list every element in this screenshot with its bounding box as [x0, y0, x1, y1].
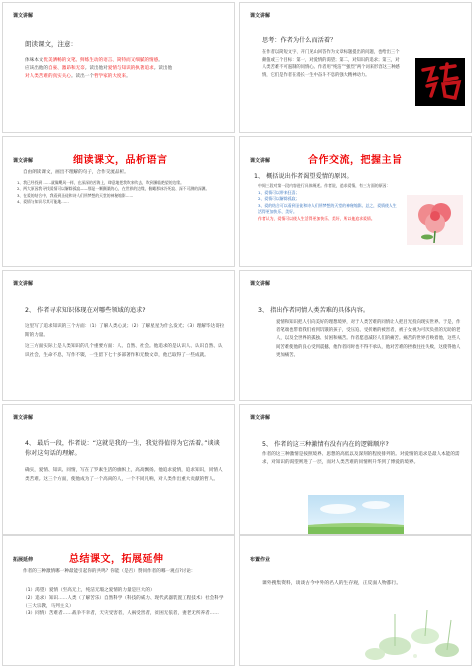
- slide-question: 1、 概括说出作者渴望爱情的原因。: [254, 173, 353, 180]
- list-item: （3）同情）苦难者……战争不幸者，天灾受害者，人祸受害者，贫困无依者，妻老无所养者……: [23, 611, 219, 617]
- meadow-image: [308, 495, 404, 535]
- slide-question: 4、 最后一段，作者说：“这就是我的一生，我觉得值得为它活着。”谈谈你对这句话的理解。: [25, 440, 220, 457]
- slide-title: 合作交流，把握主旨: [308, 155, 403, 166]
- point-list: [23, 587, 228, 618]
- slide-tag: 课文讲解: [13, 281, 34, 287]
- lotus-icon: [355, 606, 465, 662]
- slide-10[interactable]: [239, 535, 472, 666]
- slide-tag: 课文讲解: [13, 158, 34, 164]
- list-item: 4、爱情与知识尽其可能地……: [17, 198, 69, 204]
- calligraphy-icon: [415, 58, 465, 106]
- slide-7[interactable]: [2, 404, 235, 535]
- slide-tag: 课文讲解: [250, 415, 271, 421]
- slide-3[interactable]: [2, 136, 235, 267]
- slide-question: 3、 指出作者同情人类苦难的具体内容。: [258, 307, 370, 314]
- slide-question: 思考：作者为什么而活着？: [262, 37, 337, 44]
- slide-body: 中间三段对第一段内容进行具体阐述。作者说，追求爱情，有三方面的原因： 1、爱情可以带来狂喜； 2、爱情可以解除孤寂； 3、爱的结合可以看到圣徒和诗人们所梦想的天堂的神秘缩影。总之，爱情使人生活得更加快乐、美好。 作者认为，爱情可以使人生活得更加快乐、美好，所以他追求爱情。: [258, 183, 397, 221]
- slide-body: 课外搜集资料，谈谈古今中外的名人的生存观，正反面人物都行。: [262, 581, 402, 586]
- list-item: 1、我已经找到 ……就像飓风一样，在深深的苦海上，肆意地把我吹来吹去，吹到濒临绝望的边缘。: [17, 180, 184, 185]
- list-item: （1）渴望）爱情（至高无上，纯洁无瑕之爱情的力量是巨大的）: [23, 588, 155, 593]
- slide-tag: 课文讲解: [13, 13, 34, 19]
- slide-tag: 课文讲解: [13, 415, 34, 421]
- list-item: 2、两大原因我寻找爱情可以解除孤寂——那是一颗颤栗的心，在世界的边缘，俯瞰那冰冷死寂、深不可测的深渊。: [17, 186, 210, 192]
- slide-body: 确实，爱情、知识、同情，写在了罗素生活的旗帜上，高高飘扬。他追求爱情，追求知识，同情人类苦难。这三个方面，使他成为了一个高尚的人，一个不同凡响，对人类作出重大贡献的哲人。: [25, 468, 223, 482]
- slide-intro: 自由朗读课文，画出不理解的句子，合作交流品析。: [23, 170, 129, 175]
- calligraphy-image: [415, 58, 465, 106]
- meadow-icon: [308, 495, 404, 535]
- slide-tag: 课文讲解: [250, 158, 271, 164]
- slide-question: 5、 作者的这三种激情有没有内在的逻辑顺序?: [262, 441, 389, 448]
- slide-5[interactable]: [2, 270, 235, 401]
- list-item: （2）追求）知识……人类（了解苦乐）自然科学（科技的威力、现代武器装置工程技术）社会科学（三大宗教，马列主义）: [23, 595, 224, 609]
- slide-6[interactable]: [239, 270, 472, 401]
- slide-tag: 布置作业: [250, 557, 271, 563]
- slide-title: 总结课文，拓展延伸: [69, 554, 164, 565]
- slide-body: 爱情和知识把人引向美好的理想境界，对于人类苦难的同情让人把目光投向现实世界。于是，作者笔端也带着我们看到饥饿的孩子，受压迫、受折磨的被害者，被子女视为可厌负担的无助的老人，以及全世界的孤独、贫困和痛苦。作者愿意减轻人们的痛苦。痛苦的世界召唤着他，这些人间苦难使他的良心受到震撼，他作者同时也不得不承认，他对苦难的拯救往往失败，这使得他人更加痛苦。: [276, 320, 461, 358]
- slide-2[interactable]: [239, 2, 472, 133]
- slide-1[interactable]: [2, 2, 235, 133]
- slide-tag: 拓展延伸: [13, 557, 34, 563]
- slide-intro: 作者的三种激情哪一种最能引起你的共鸣？你能（是否）赞同作者的哪一观点?讨论：: [23, 569, 196, 574]
- phrase-list: [17, 180, 229, 205]
- slide-body: 这里写了追求知识的三个方面：（1）了解人类心灵；（2）了解星星为什么发光；（3）理解毕达哥拉斯的力量。 这三方面实际上是人类知识的几个重要方面：人、自然、社会。他追求的是认识人、认识自然、认识社会，生命不息，写作不辍，一生留下七十多部著作和无数文章，他已取得了一些成就。: [25, 324, 225, 358]
- lotus-image: [355, 606, 465, 662]
- slide-4[interactable]: [239, 136, 472, 267]
- slide-9[interactable]: [2, 535, 235, 666]
- slide-tag: 课文讲解: [250, 281, 271, 287]
- rose-icon: [407, 195, 463, 245]
- slide-title: 细读课文，品析语言: [73, 155, 168, 166]
- slide-body: 在作者以简短文字、开门见山回答作为文章标题提出的问题，也给出三个颇值或三个目标：第一，对爱情的渴望；第二，对知识的追求；第三，对人类苦难不可遏制的同情心。作者用“纯洁”“强烈”两个词来形容这三种感情，它们是作者在漫长一生中奋斗不息的强大精神动力。: [262, 50, 400, 78]
- slide-body: 体味本文优美洒畅的文笔、鲜练生动的语言、简特而又细腻的情感。 应该出他的自豪、激昂和无奈。读出他对爱情与知识的执著追求。读出他 对人类苦难的真实关心。读出一个哲学家的大度来。: [25, 58, 173, 79]
- list-item: 3、在爱的结合中，我看到圣徒和诗人们所梦想的天堂的神秘缩影……: [17, 192, 134, 198]
- rose-image: [407, 195, 463, 245]
- slide-8[interactable]: [239, 404, 472, 535]
- slide-question: 2、 作者寻求知识体现在对哪些领域的追求?: [25, 307, 146, 314]
- slide-tag: 课文讲解: [250, 13, 271, 19]
- slide-body: 作者的这三种激情是按照境界、思想的高低以及深刻的程度排列的。对爱情的追求是最人本能的需求，对知识的渴望则进了一层，而对人类苦难的同情则升华到了博爱的境界。: [262, 452, 460, 466]
- slide-heading: 朗读课文，注意：: [25, 40, 77, 48]
